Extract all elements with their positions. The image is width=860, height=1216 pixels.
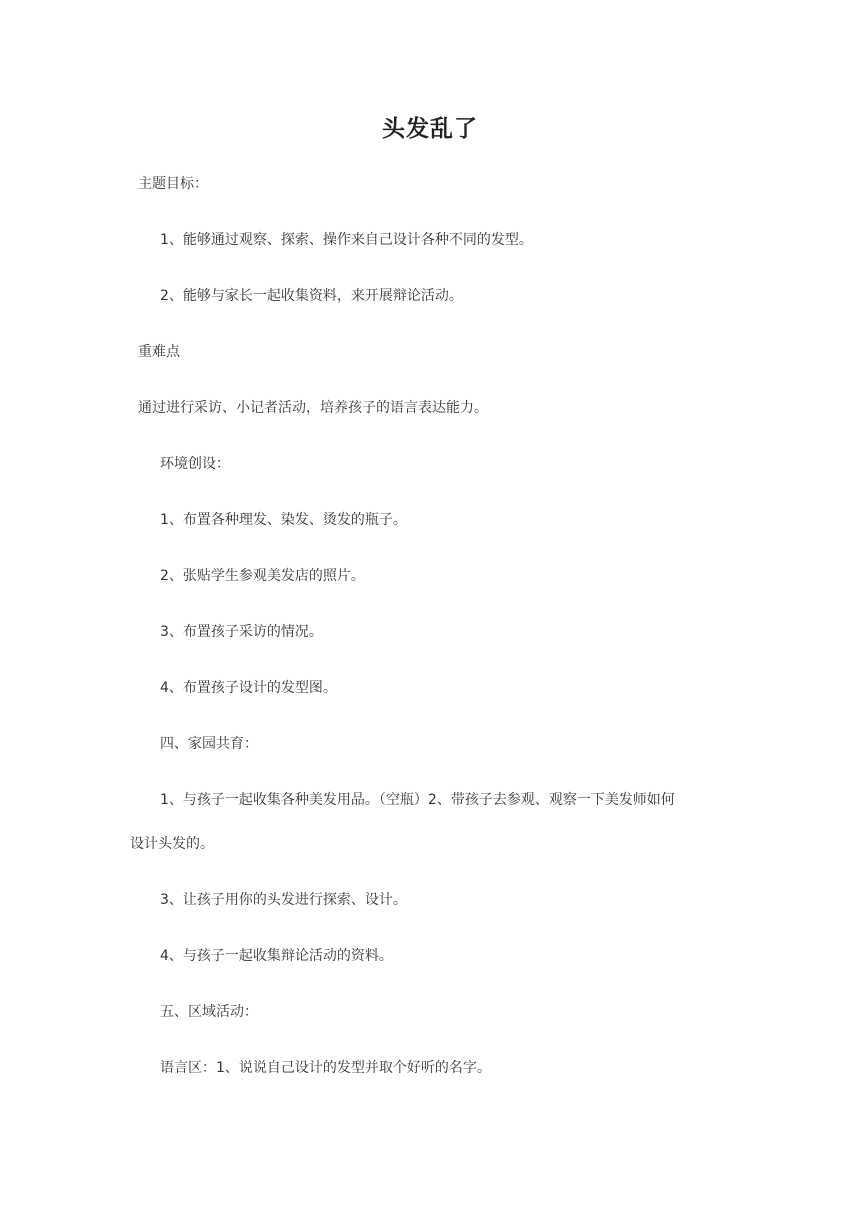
paragraph: 4、布置孩子设计的发型图。 <box>160 680 337 696</box>
document-title: 头发乱了 <box>382 116 478 142</box>
section-heading-home-school: 四、家园共育： <box>160 736 258 752</box>
paragraph: 3、让孩子用你的头发进行探索、设计。 <box>160 892 407 908</box>
section-heading-key-points: 重难点 <box>138 344 180 360</box>
paragraph: 1、布置各种理发、染发、烫发的瓶子。 <box>160 512 407 528</box>
paragraph: 1、能够通过观察、探索、操作来自己设计各种不同的发型。 <box>160 232 533 248</box>
paragraph: 4、与孩子一起收集辩论活动的资料。 <box>160 948 393 964</box>
paragraph: 1、与孩子一起收集各种美发用品。（空瓶）2、带孩子去参观、观察一下美发师如何 <box>160 792 675 808</box>
section-heading-environment: 环境创设： <box>160 456 230 472</box>
section-heading-area-activities: 五、区域活动： <box>160 1004 258 1020</box>
paragraph: 2、能够与家长一起收集资料，来开展辩论活动。 <box>160 288 463 304</box>
paragraph: 3、布置孩子采访的情况。 <box>160 624 323 640</box>
paragraph: 通过进行采访、小记者活动，培养孩子的语言表达能力。 <box>138 400 488 416</box>
paragraph: 2、张贴学生参观美发店的照片。 <box>160 568 365 584</box>
paragraph-continuation: 设计头发的。 <box>130 836 214 852</box>
paragraph: 语言区：1、说说自己设计的发型并取个好听的名字。 <box>160 1060 491 1076</box>
section-heading-goals: 主题目标： <box>138 176 208 192</box>
